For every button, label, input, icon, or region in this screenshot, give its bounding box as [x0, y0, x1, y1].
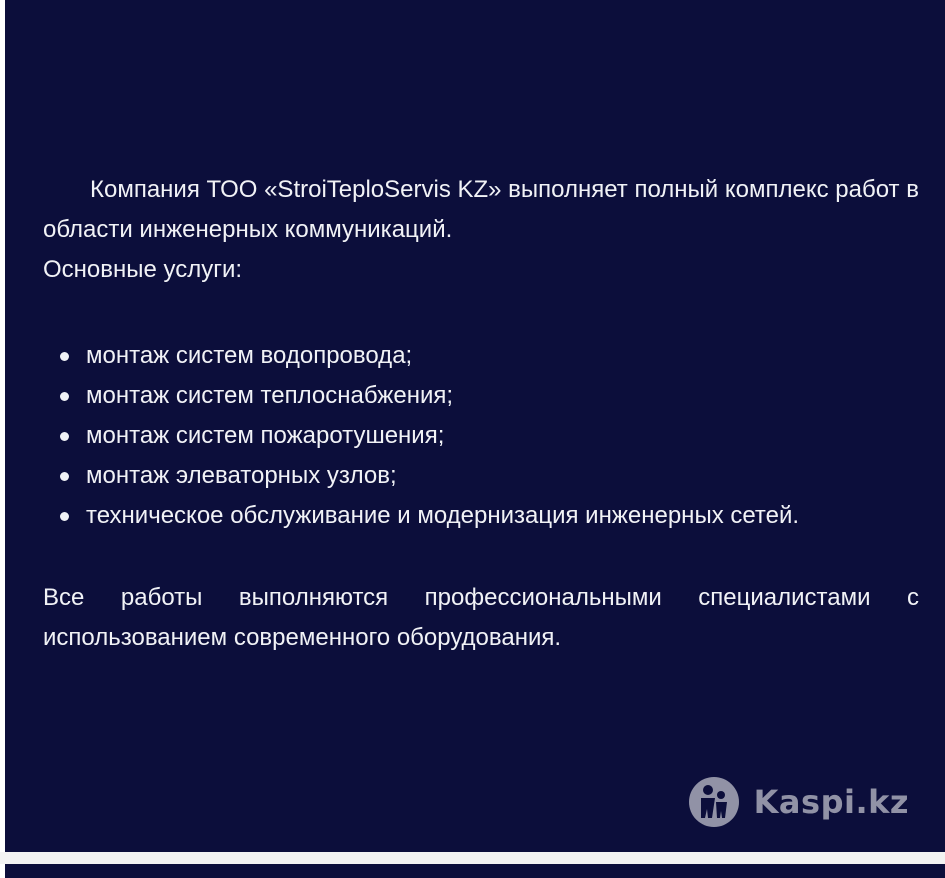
- bullet-icon: [60, 392, 69, 401]
- kaspi-watermark: [688, 776, 909, 828]
- bullet-icon: [60, 472, 69, 481]
- list-item: [43, 456, 919, 496]
- watermark-text: Kaspi.kz: [753, 783, 909, 821]
- services-list: [43, 336, 919, 536]
- services-heading: Основные услуги:: [43, 256, 243, 283]
- intro-paragraph: Компания ТОО «StroiTeploServis KZ» выполняет полный комплекс работ в области инженерных коммуникаций.: [43, 176, 919, 243]
- kaspi-logo-icon: [688, 776, 740, 828]
- bullet-icon: [60, 352, 69, 361]
- bullet-icon: [60, 432, 69, 441]
- bullet-icon: [60, 512, 69, 521]
- service-text: монтаж систем пожаротушения;: [86, 422, 445, 449]
- list-item: [43, 376, 919, 416]
- list-item: [43, 496, 919, 536]
- list-item: [43, 416, 919, 456]
- service-text: монтаж систем водопровода;: [86, 342, 413, 369]
- service-text: монтаж систем теплоснабжения;: [86, 382, 454, 409]
- service-text: монтаж элеваторных узлов;: [86, 462, 397, 489]
- company-description-panel: [5, 0, 945, 852]
- section-divider: [0, 852, 945, 864]
- description-text: [43, 170, 919, 658]
- list-item: [43, 336, 919, 376]
- closing-paragraph: Все работы выполняются профессиональными специалистами с использованием современного оборудования.: [43, 584, 919, 651]
- service-text: техническое обслуживание и модернизация инженерных сетей.: [86, 502, 800, 529]
- next-panel-edge: [5, 864, 945, 878]
